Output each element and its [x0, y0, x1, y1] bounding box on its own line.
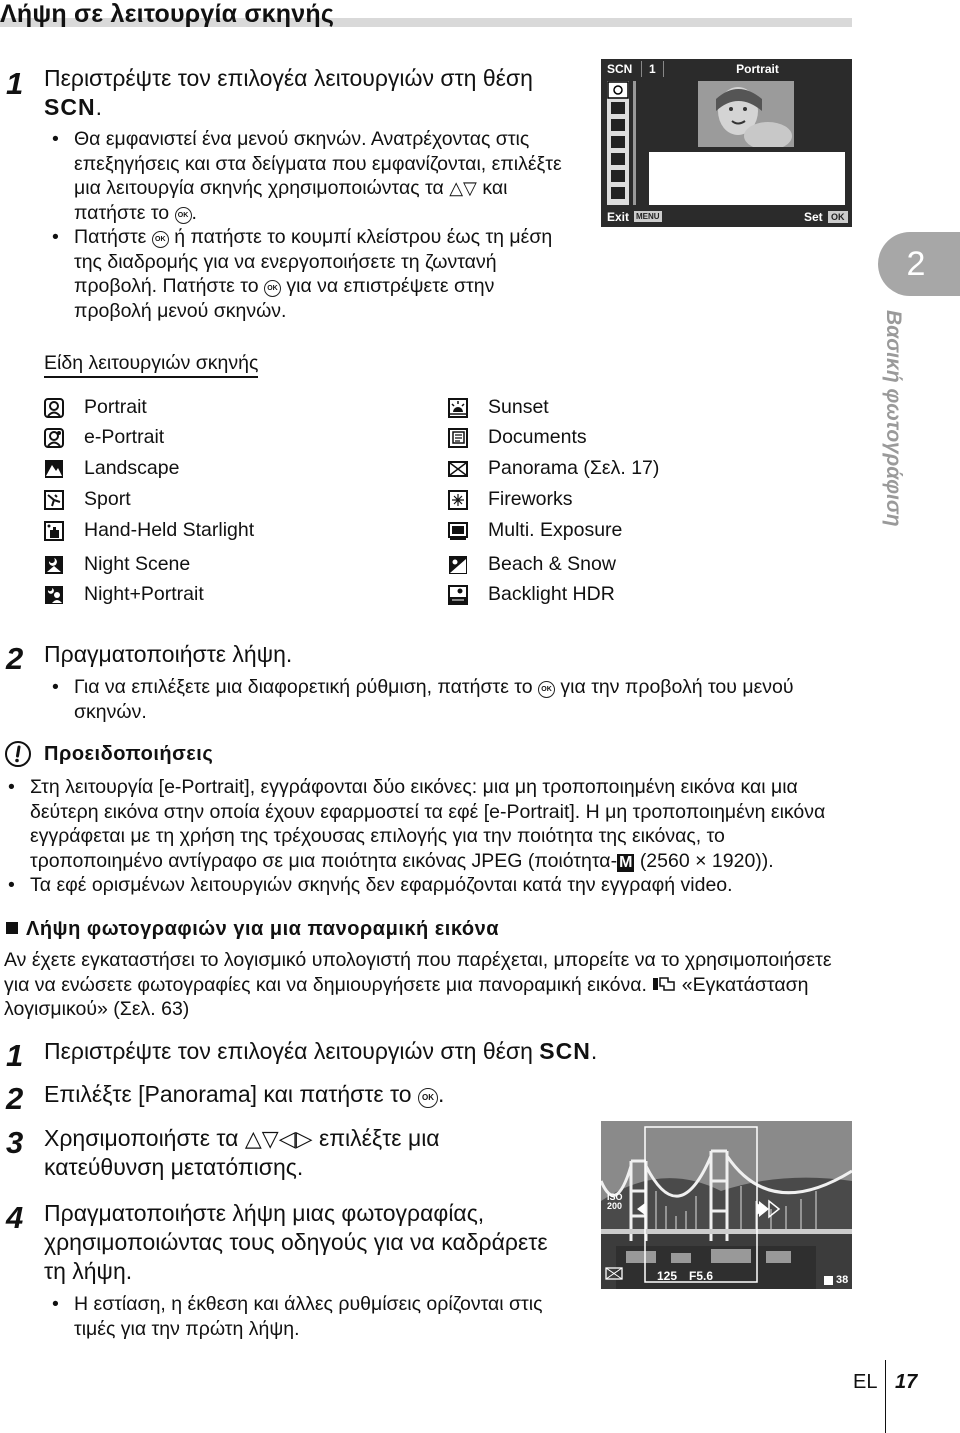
- lcd-scn-label: SCN: [607, 62, 633, 76]
- multi-exposure-icon: [448, 521, 468, 541]
- bullet-1-text-b: και πατήστε το: [74, 177, 508, 224]
- lcd-scene-icons: [607, 81, 629, 205]
- hand-held-starlight-icon: [44, 521, 64, 541]
- lcd-description-box: [649, 152, 845, 205]
- step-1-number: 1: [6, 66, 24, 101]
- pano-step-3-b: επιλέξτε μια κατεύθυνση μετατόπισης.: [44, 1125, 440, 1180]
- scene-menu-screen: [601, 59, 852, 227]
- step-1-text: [44, 64, 544, 122]
- scene-label: Night Scene: [84, 553, 191, 575]
- lcd-ok-button: OK: [828, 211, 848, 223]
- scene-label: Documents: [488, 426, 587, 448]
- scene-label: Hand-Held Starlight: [84, 519, 255, 541]
- lcd-exit-label: Exit: [607, 210, 630, 224]
- scene-label: Sunset: [488, 396, 549, 418]
- warnings-list: [0, 775, 850, 898]
- lcd-set-label: Set: [804, 210, 823, 224]
- sport-icon: [44, 490, 64, 510]
- scene-label: Backlight HDR: [488, 583, 615, 605]
- quality-m-icon: M: [619, 853, 633, 871]
- storage-icon: [824, 1276, 833, 1285]
- sunset-icon: [448, 398, 468, 418]
- shutter-speed: 125: [657, 1269, 678, 1283]
- fireworks-icon: [448, 490, 468, 510]
- step-1-text-a: Περιστρέψτε τον επιλογέα λειτουργιών στη θέση: [44, 65, 533, 91]
- page-title: Λήψη σε λειτουργία σκηνής: [0, 0, 335, 28]
- pano-step-2-b: .: [438, 1081, 445, 1107]
- bullet-2-text-b: ή πατήστε το κουμπί κλείστρου έως τη μέση της διαδρομής για να ενεργοποιήσετε τη ζωντανή προβολή. Πατήστε το: [74, 226, 553, 297]
- step-1-text-b: .: [95, 94, 102, 120]
- scene-label: Multi. Exposure: [488, 519, 623, 541]
- pano-step-4-number: 4: [6, 1200, 24, 1235]
- scene-label: Fireworks: [488, 488, 573, 510]
- panorama-intro-text: Αν έχετε εγκαταστήσει το λογισμικό υπολογιστή που παρέχεται, μπορείτε να το χρησιμοποιήσετε για να ενώσετε φωτογραφίες και να δημιουργήσετε μια πανοραμική εικόνα.: [4, 949, 832, 996]
- panorama-heading-text: Λήψη φωτογραφιών για μια πανοραμική εικόνα: [26, 918, 499, 940]
- pano-step-3-a: Χρησιμοποιήστε τα: [44, 1125, 239, 1151]
- step-2-bullet: [44, 675, 854, 724]
- bullet-1-text-a: Θα εμφανιστεί ένα μενού σκηνών. Ανατρέχοντας στις επεξηγήσεις και στα δείγματα που εμφανίζονται, επιλέξτε μια λειτουργία σκηνής χρησιμοποιώντας τα: [74, 128, 562, 199]
- scene-label: Beach & Snow: [488, 553, 616, 575]
- chapter-title: Βασική φωτογράφιση: [882, 310, 905, 527]
- warning-icon: [4, 740, 32, 768]
- pano-step-2-number: 2: [6, 1081, 24, 1116]
- pano-step-1-text: [44, 1037, 597, 1066]
- warning-item: [0, 873, 850, 898]
- chapter-title-vertical: [883, 310, 923, 560]
- ok-button-icon: OK: [538, 681, 555, 698]
- pano-step-3-number: 3: [6, 1125, 24, 1160]
- chapter-number: 2: [906, 245, 926, 283]
- warnings-title: Προειδοποιήσεις: [44, 743, 214, 765]
- lcd-icon-column: [607, 81, 629, 205]
- panorama-preview-screen: [601, 1121, 852, 1289]
- warning-1-text-b: (2560 × 1920)).: [639, 849, 774, 872]
- step-1-bullet-1: • Θα εμφανιστεί ένα μενού σκηνών. Ανατρέχοντας στις επεξηγήσεις και στα δείγματα που εμφανίζονται, επιλέξτε μια λειτουργία σκηνής χρησιμοποιώντας τα △▽ και πατήστε το OK .: [44, 127, 564, 225]
- night-scene-icon: [44, 555, 64, 575]
- footer-divider: [885, 1360, 886, 1433]
- scn-label: SCN: [539, 1038, 591, 1064]
- scene-label: Portrait: [84, 396, 147, 418]
- warning-1-text-a: Στη λειτουργία [e-Portrait], εγγράφονται δύο εικόνες: μια μη τροποποιημένη εικόνα και μια δεύτερη εικόνα στην οποία έχουν εφαρμοστεί τα εφέ [e-Portrait]. Η μη τροποποιημένη εικόνα εγγράφεται με τη χρήση της τρέχουσας επιλογής για την ποιότητα της εικόνας, το τροποποιημένο αντίγραφο σε μια ποιότητα εικόνας JPEG (ποιότητα-: [30, 776, 826, 872]
- aperture-value: F5.6: [689, 1269, 714, 1283]
- step-2-bullet-b: για την προβολή του μενού σκηνών.: [74, 676, 794, 723]
- lcd-mode-name: Portrait: [736, 62, 779, 76]
- scene-label: Sport: [84, 488, 131, 510]
- shots-remaining: 38: [836, 1274, 849, 1286]
- up-arrow-icon: △▽: [449, 178, 477, 198]
- footer-language: EL: [853, 1371, 878, 1393]
- step-2-bullet-a: Για να επιλέξετε μια διαφορετική ρύθμιση, πατήστε το: [74, 676, 533, 698]
- landscape-icon: [44, 459, 64, 479]
- pano-step-2-text: [44, 1080, 444, 1109]
- lcd-number: 1: [649, 62, 656, 76]
- step-2-number: 2: [6, 641, 24, 676]
- ok-button-icon: OK: [175, 207, 192, 224]
- ok-button-icon: OK: [152, 231, 169, 248]
- lcd-divider: [641, 61, 642, 77]
- documents-icon: [448, 428, 468, 448]
- square-bullet-icon: [6, 922, 18, 934]
- warning-item: [0, 775, 850, 873]
- pano-step-4-text: Πραγματοποιήστε λήψη μιας φωτογραφίας, χρησιμοποιώντας τους οδηγούς για να καδράρετε τη λήψη.: [44, 1200, 548, 1284]
- scn-label: SCN: [44, 94, 96, 120]
- panorama-intro-ref: «Εγκατάσταση λογισμικού» (Σελ. 63): [4, 973, 809, 1020]
- pano-step-3-text: [44, 1124, 544, 1182]
- page-number: 17: [895, 1371, 918, 1393]
- pano-step-4-bullet: [44, 1292, 584, 1341]
- scene-types-heading: Είδη λειτουργιών σκηνής: [44, 352, 258, 378]
- scene-label: Night+Portrait: [84, 583, 204, 605]
- pano-step-1-b: .: [590, 1038, 598, 1064]
- scene-label: Landscape: [84, 457, 180, 479]
- panorama-intro: [4, 948, 854, 1022]
- step-2-bullets: [44, 675, 854, 724]
- backlight-hdr-icon: [448, 585, 468, 605]
- bridge-photo: [601, 1121, 852, 1289]
- bullet-2-text-c: για να επιστρέψετε στην προβολή μενού σκηνών.: [74, 275, 495, 322]
- reference-icon: [652, 974, 676, 990]
- scene-list-right: [448, 396, 848, 611]
- ok-button-icon: OK: [264, 280, 281, 297]
- ok-button-icon: OK: [418, 1088, 438, 1108]
- step-1-bullet-2: [44, 225, 564, 323]
- direction-arrows-icon: △▽◁▷: [244, 1126, 313, 1151]
- night-portrait-icon: [44, 585, 64, 605]
- scene-list-left: [44, 396, 444, 611]
- bullet-2-text-a: Πατήστε: [74, 226, 147, 248]
- portrait-icon: [44, 398, 64, 418]
- beach-snow-icon: [448, 555, 468, 575]
- step-1-bullets: [44, 127, 564, 323]
- scene-label: e-Portrait: [84, 426, 165, 448]
- pano-step-4-bullets: [44, 1292, 584, 1341]
- panorama-heading: [6, 918, 499, 941]
- lcd-menu-button: MENU: [636, 212, 660, 221]
- panorama-icon: [448, 459, 468, 479]
- iso-value: 200: [607, 1201, 623, 1211]
- pano-step-2-a: Επιλέξτε [Panorama] και πατήστε το: [44, 1081, 412, 1107]
- pano-step-1-a: Περιστρέψτε τον επιλογέα λειτουργιών στη θέση: [44, 1038, 533, 1064]
- warning-2-text: Τα εφέ ορισμένων λειτουργιών σκηνής δεν εφαρμόζονται κατά την εγγραφή video.: [30, 874, 733, 896]
- step-2-text: Πραγματοποιήστε λήψη.: [44, 641, 293, 667]
- iso-label: ISO: [607, 1192, 623, 1202]
- lcd-sample-photo: [698, 81, 794, 147]
- lcd-scrollbar: [633, 81, 636, 205]
- pano-step-4-bullet-text: Η εστίαση, η έκθεση και άλλες ρυθμίσεις ορίζονται στις τιμές για την πρώτη λήψη.: [74, 1293, 543, 1340]
- scene-label: Panorama (Σελ. 17): [488, 457, 660, 479]
- pano-step-1-number: 1: [6, 1038, 24, 1073]
- e-portrait-icon: [44, 428, 64, 448]
